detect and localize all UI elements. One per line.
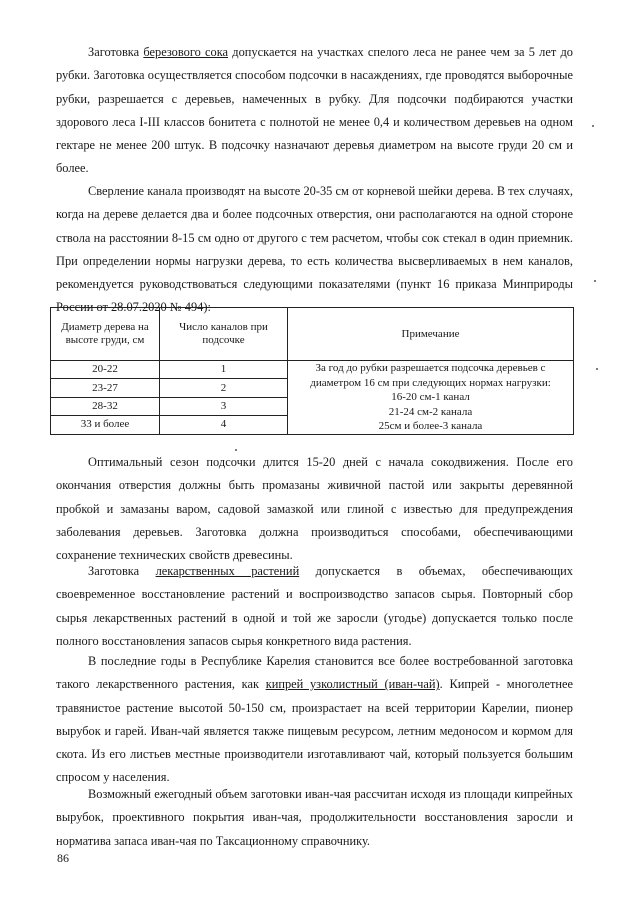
paragraph-text: Оптимальный сезон подсочки длится 15-20 дней с начала сокодвижения. После его окончания отверстия должны быть промазаны живичной пастой или закрыты деревянной пробкой и замазаны варом, садовой замазкой или глиной с известью для предупреждения заболевания деревьев. Заготовка должна производиться способами, обеспечивающими сохранение технических свойств древесины. <box>56 455 573 563</box>
header-diameter: Диаметр дерева на высоте груди, см <box>51 308 160 361</box>
note-line: 21-24 см-2 канала <box>388 405 473 418</box>
header-channels: Число каналов при подсочке <box>160 308 288 361</box>
paragraph-text: Возможный ежегодный объем заготовки иван-чая рассчитан исходя из площади кипрейных вырубок, проективного покрытия иван-чая, продолжительности восстановления заросли и норматива запаса иван-чая по Таксационному справочнику. <box>56 787 573 848</box>
paragraph-text: . Кипрей - многолетнее травянистое растение высотой 50-150 см, произрастает на всей территории Карелии, пионер вырубок и гарей. Иван-чай является также пищевым ресурсом, летним медоносом и кормом для скота. Из его листьев местные производители изготавливают чай, который пользуется большим спросом у населения. <box>56 677 573 785</box>
table-row <box>51 361 574 379</box>
scan-speck <box>235 449 237 451</box>
cell-channels: 3 <box>160 397 288 415</box>
cell-diameter: 20-22 <box>51 361 160 379</box>
paragraph-text: Сверление канала производят на высоте 20-35 см от корневой шейки дерева. В тех случаях, когда на дереве делается два и более подсочных отверстия, они располагаются на одной стороне ствола на расстоянии 8-15 см одно от другого с тем расчетом, чтобы сок стекал в один приемник. При определении нормы нагрузки дерева, то есть количества высверливаемых в нем каналов, рекомендуется руководствоваться следующими показателями (пункт 16 приказа Минприроды России от 28.07.2020 № 494): <box>56 184 573 315</box>
cell-channels: 2 <box>160 379 288 397</box>
page-number: 86 <box>57 851 69 865</box>
note-line: 25см и более-3 канала <box>378 420 483 432</box>
paragraph-season <box>56 451 573 567</box>
paragraph-fireweed <box>56 650 573 790</box>
scan-speck <box>592 125 594 127</box>
paragraph-medicinal-plants <box>56 560 573 653</box>
underlined-term-medicinal-plants: лекарственных растений <box>155 564 300 578</box>
cell-diameter: 28-32 <box>51 397 160 415</box>
table-header-row <box>51 308 574 361</box>
paragraph-drilling <box>56 180 573 320</box>
paragraph-text: Заготовка <box>88 564 156 578</box>
cell-diameter: 33 и более <box>51 416 160 434</box>
paragraph-text: Заготовка <box>88 45 144 59</box>
paragraph-birch-sap <box>56 41 573 181</box>
tapping-norms-table <box>50 307 574 435</box>
paragraph-text: допускается в объемах, обеспечивающих своевременное восстановление растений и воспроизводство запасов сырья. Повторный сбор сырья лекарственных растений в одной и той же заросли (угодье) допускается только после полного восстановления запасов сырья конкретного вида растения. <box>56 564 573 648</box>
note-line: 16-20 см-1 канал <box>391 391 470 403</box>
note-line: За год до рубки разрешается подсочка деревьев с диаметром 16 см при следующих нормах нагрузки: <box>310 362 551 389</box>
cell-channels: 1 <box>160 361 288 379</box>
cell-diameter: 23-27 <box>51 379 160 397</box>
paragraph-harvest-volume <box>56 783 573 853</box>
underlined-term-birch-sap: березового сока <box>143 45 229 59</box>
cell-note <box>288 361 574 435</box>
underlined-term-fireweed: кипрей узколистный (иван-чай) <box>265 677 440 692</box>
paragraph-text: В последние годы в Республике Карелия становится все более востребованной заготовка такого лекарственного растения, как <box>56 654 573 692</box>
paragraph-text: допускается на участках спелого леса не ранее чем за 5 лет до рубки. Заготовка осуществляется способом подсочки в насаждениях, где проводятся выборочные рубки, разрешается с деревьев, намеченных в рубку. Для подсочки подбираются участки здорового леса I-III классов бонитета с полнотой не менее 0,4 и количеством деревьев на одном гектаре не менее 200 штук. В подсочку назначают деревья диаметром на высоте груди 20 см и более. <box>56 45 573 176</box>
cell-channels: 4 <box>160 416 288 434</box>
scan-speck <box>594 280 596 282</box>
scan-speck <box>596 368 598 370</box>
header-note: Примечание <box>288 308 574 361</box>
